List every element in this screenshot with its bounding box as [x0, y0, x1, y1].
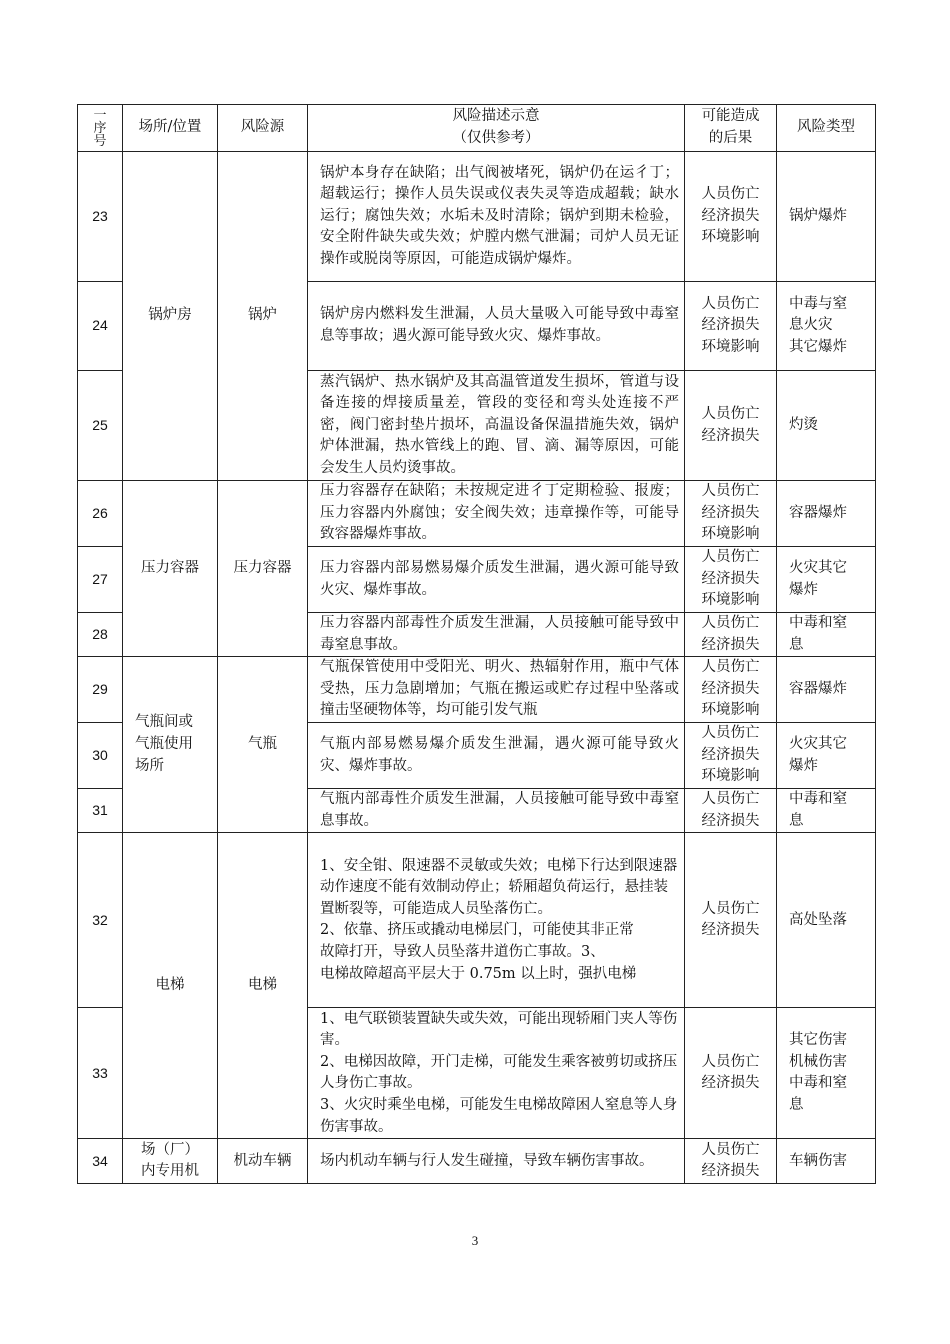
consequence-cell: 人员伤亡 经济损失 — [685, 613, 777, 657]
row-num: 25 — [78, 371, 123, 481]
header-seq: 一 序 号 — [78, 105, 123, 152]
consequence-cell: 人员伤亡 经济损失 — [685, 1139, 777, 1184]
source-cell: 机动车辆 — [218, 1139, 308, 1184]
row-num: 34 — [78, 1139, 123, 1184]
table-row — [78, 481, 876, 547]
consequence-cell: 人员伤亡 经济损失 环境影响 — [685, 657, 777, 723]
type-cell: 其它伤害 机械伤害 中毒和窒 息 — [777, 1008, 876, 1139]
type-cell: 高处坠落 — [777, 833, 876, 1008]
table-row — [78, 1139, 876, 1184]
row-num: 24 — [78, 282, 123, 371]
risk-table — [77, 104, 876, 1184]
desc-cell: 锅炉房内燃料发生泄漏，人员大量吸入可能导致中毒窒息等事故；遇火源可能导致火灾、爆炸事故。 — [308, 282, 685, 371]
source-cell: 气瓶 — [218, 657, 308, 833]
header-place: 场所/位置 — [123, 105, 218, 152]
header-row — [78, 105, 876, 152]
desc-cell: 锅炉本身存在缺陷；出气阀被堵死，锅炉仍在运彳丁；超载运行；操作人员失误或仪表失灵等造成超载；缺水运行；腐蚀失效；水垢未及时清除；锅炉到期未检验，安全附件缺失或失效；炉膛内燃气泄漏；司炉人员无证操作或脱岗等原因，可能造成锅炉爆炸。 — [308, 152, 685, 282]
table-row — [78, 833, 876, 1008]
row-num: 31 — [78, 789, 123, 833]
desc-cell: 气瓶内部毒性介质发生泄漏，人员接触可能导致中毒窒息事故。 — [308, 789, 685, 833]
table-row — [78, 152, 876, 282]
consequence-cell: 人员伤亡 经济损失 环境影响 — [685, 152, 777, 282]
place-cell: 压力容器 — [123, 481, 218, 657]
row-num: 26 — [78, 481, 123, 547]
row-num: 27 — [78, 547, 123, 613]
desc-cell: 1、安全钳、限速器不灵敏或失效；电梯下行达到限速器动作速度不能有效制动停止；轿厢超负荷运行，悬挂装置断裂等，可能造成人员坠落伤亡。 2、依靠、挤压或撬动电梯层门，可能使其非正常 故障打开，导致人员坠落井道伤亡事故。3、 电梯故障超高平层大于 0.75m 以上时，强扒电梯 — [308, 833, 685, 1008]
consequence-cell: 人员伤亡 经济损失 环境影响 — [685, 723, 777, 789]
desc-cell: 蒸汽锅炉、热水锅炉及其高温管道发生损坏，管道与设备连接的焊接质量差，管段的变径和弯头处连接不严密，阀门密封垫片损坏，高温设备保温措施失效，锅炉炉体泄漏，热水管线上的跑、冒、滴、漏等原因，可能会发生人员灼烫事故。 — [308, 371, 685, 481]
place-cell: 锅炉房 — [123, 152, 218, 481]
type-cell: 容器爆炸 — [777, 481, 876, 547]
consequence-cell: 人员伤亡 经济损失 — [685, 371, 777, 481]
page-number: 3 — [471, 1233, 479, 1248]
row-num: 32 — [78, 833, 123, 1008]
type-cell: 容器爆炸 — [777, 657, 876, 723]
type-cell: 火灾其它 爆炸 — [777, 723, 876, 789]
consequence-cell: 人员伤亡 经济损失 — [685, 833, 777, 1008]
consequence-cell: 人员伤亡 经济损失 环境影响 — [685, 282, 777, 371]
desc-cell: 气瓶内部易燃易爆介质发生泄漏，遇火源可能导致火灾、爆炸事故。 — [308, 723, 685, 789]
row-num: 29 — [78, 657, 123, 723]
table-row — [78, 657, 876, 723]
source-cell: 压力容器 — [218, 481, 308, 657]
place-cell: 气瓶间或 气瓶使用 场所 — [123, 657, 218, 833]
consequence-cell: 人员伤亡 经济损失 — [685, 789, 777, 833]
row-num: 23 — [78, 152, 123, 282]
place-cell: 场（厂） 内专用机 — [123, 1139, 218, 1184]
desc-cell: 压力容器存在缺陷；未按规定进彳丁定期检验、报废；压力容器内外腐蚀；安全阀失效；违章操作等，可能导致容器爆炸事故。 — [308, 481, 685, 547]
type-cell: 车辆伤害 — [777, 1139, 876, 1184]
header-desc: 风险描述示意 （仅供参考） — [308, 105, 685, 152]
type-cell: 中毒和窒 息 — [777, 613, 876, 657]
desc-cell: 场内机动车辆与行人发生碰撞，导致车辆伤害事故。 — [308, 1139, 685, 1184]
desc-cell: 1、电气联锁装置缺失或失效，可能出现轿厢门夹人等伤害。 2、电梯因故障，开门走梯，可能发生乘客被剪切或挤压人身伤亡事故。 3、火灾时乘坐电梯，可能发生电梯故障困人窒息等人身伤害事故。 — [308, 1008, 685, 1139]
header-source: 风险源 — [218, 105, 308, 152]
row-num: 28 — [78, 613, 123, 657]
consequence-cell: 人员伤亡 经济损失 — [685, 1008, 777, 1139]
place-cell: 电梯 — [123, 833, 218, 1139]
row-num: 30 — [78, 723, 123, 789]
header-type: 风险类型 — [777, 105, 876, 152]
desc-cell: 压力容器内部毒性介质发生泄漏，人员接触可能导致中毒窒息事故。 — [308, 613, 685, 657]
source-cell: 电梯 — [218, 833, 308, 1139]
source-cell: 锅炉 — [218, 152, 308, 481]
type-cell: 灼烫 — [777, 371, 876, 481]
type-cell: 火灾其它 爆炸 — [777, 547, 876, 613]
desc-cell: 压力容器内部易燃易爆介质发生泄漏，遇火源可能导致火灾、爆炸事故。 — [308, 547, 685, 613]
type-cell: 中毒与窒 息火灾 其它爆炸 — [777, 282, 876, 371]
desc-cell: 气瓶保管使用中受阳光、明火、热辐射作用，瓶中气体受热，压力急剧增加；气瓶在搬运或贮存过程中坠落或撞击坚硬物体等，均可能引发气瓶 — [308, 657, 685, 723]
header-consequence: 可能造成 的后果 — [685, 105, 777, 152]
type-cell: 中毒和窒 息 — [777, 789, 876, 833]
consequence-cell: 人员伤亡 经济损失 环境影响 — [685, 547, 777, 613]
type-cell: 锅炉爆炸 — [777, 152, 876, 282]
consequence-cell: 人员伤亡 经济损失 环境影响 — [685, 481, 777, 547]
row-num: 33 — [78, 1008, 123, 1139]
